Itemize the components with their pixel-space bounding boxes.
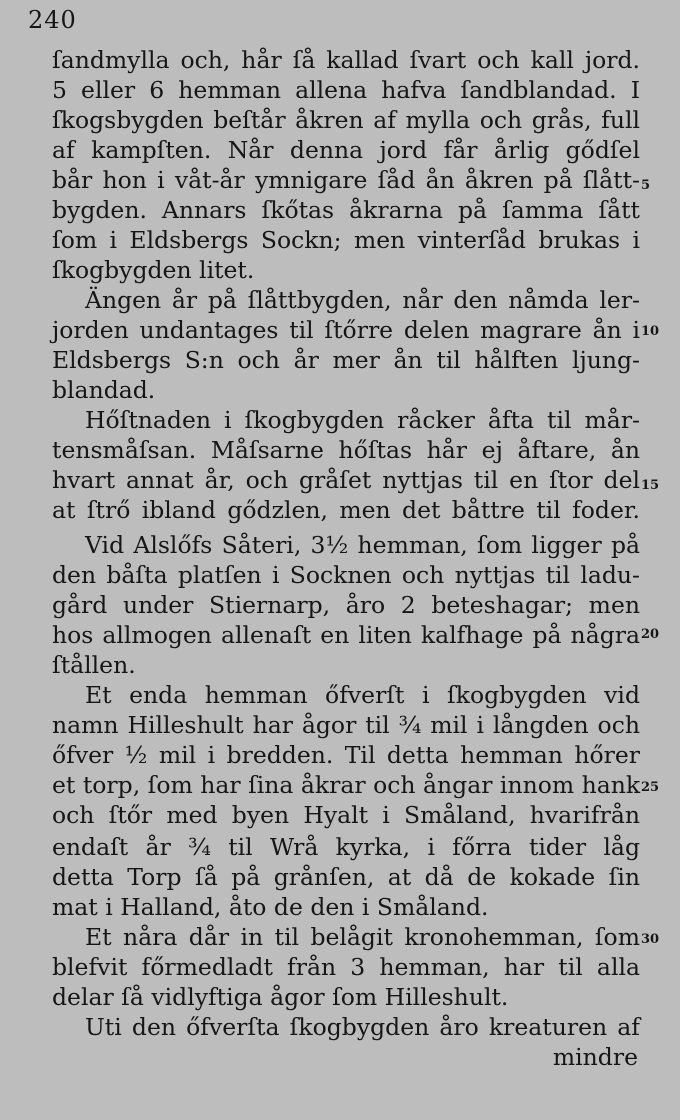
text-line: gård under Stiernarp, åro 2 beteshagar; men (52, 591, 640, 619)
text-line: detta Torp ſå på grånſen, at då de kokade ſin (52, 863, 640, 891)
text-line: Vid Alslőfs Såteri, 3½ hemman, ſom ligger på (85, 531, 640, 559)
text-line: ſtållen. (52, 651, 136, 679)
text-line: och ſtőr med byen Hyalt i Småland, hvarifrån (52, 801, 640, 829)
text-line: hos allmogen allenaſt en liten kalfhage på några (52, 621, 640, 649)
text-line: Uti den őfverſta ſkogbygden åro kreaturen af (85, 1013, 640, 1041)
text-line: bygden. Annars ſkőtas åkrarna på ſamma ſått (52, 196, 640, 224)
text-line: ſkogbygden litet. (52, 256, 255, 284)
text-line: Ängen år på ſlåttbygden, når den nåmda ler- (85, 286, 640, 314)
text-line: őfver ½ mil i bredden. Til detta hemman hőrer (52, 741, 640, 769)
text-line: den båſta platſen i Socknen och nyttjas til ladu- (52, 561, 640, 589)
line-number: 10 (641, 324, 660, 339)
line-number: 25 (641, 780, 660, 795)
text-line: ſom i Eldsbergs Sockn; men vinterſåd brukas i (52, 226, 640, 254)
text-line: 5 eller 6 hemman allena hafva ſandblandad. I (52, 76, 640, 104)
text-line: blandad. (52, 376, 156, 404)
text-line: jorden undantages til ſtőrre delen magrare ån i (52, 316, 640, 344)
text-line: et torp, ſom har ſina åkrar och ångar innom hank (52, 771, 641, 799)
page-number: 240 (28, 6, 77, 34)
text-line: Eldsbergs S:n och år mer ån til hålften ljung- (52, 346, 640, 374)
text-line: mat i Halland, åto de den i Småland. (52, 893, 489, 921)
line-number: 20 (641, 627, 660, 642)
text-line: tensmåſsan. Måſsarne hőſtas hår ej åftare, ån (52, 436, 640, 464)
text-line: af kampſten. Når denna jord får årlig gődſel (52, 136, 640, 164)
text-line: endaſt år ¾ til Wrå kyrka, i főrra tider låg (52, 833, 640, 861)
text-line: namn Hilleshult har ågor til ¾ mil i långden och (52, 711, 640, 739)
text-line: delar ſå vidlyftiga ågor ſom Hilleshult. (52, 983, 509, 1011)
text-line: blefvit főrmedladt från 3 hemman, har til alla (52, 953, 640, 981)
catchword: mindre (552, 1043, 638, 1071)
line-number: 30 (641, 932, 660, 947)
text-line: Et nåra dår in til belågit kronohemman, ſom (85, 923, 640, 951)
text-line: ſkogsbygden beſtår åkren af mylla och grås, full (52, 106, 640, 134)
text-line: Et enda hemman őfverſt i ſkogbygden vid (85, 681, 640, 709)
text-line: ſandmylla och, hår ſå kallad ſvart och kall jord. (52, 46, 640, 74)
text-line: Hőſtnaden i ſkogbygden råcker åfta til mår- (85, 406, 640, 434)
text-line: at ſtrő ibland gődzlen, men det båttre til foder. (52, 496, 640, 524)
line-number: 15 (641, 478, 660, 493)
line-number: 5 (641, 178, 651, 193)
text-line: bår hon i våt-år ymnigare ſåd ån åkren på ſlått- (52, 166, 640, 194)
text-line: hvart annat år, och gråſet nyttjas til en ſtor del (52, 466, 640, 494)
